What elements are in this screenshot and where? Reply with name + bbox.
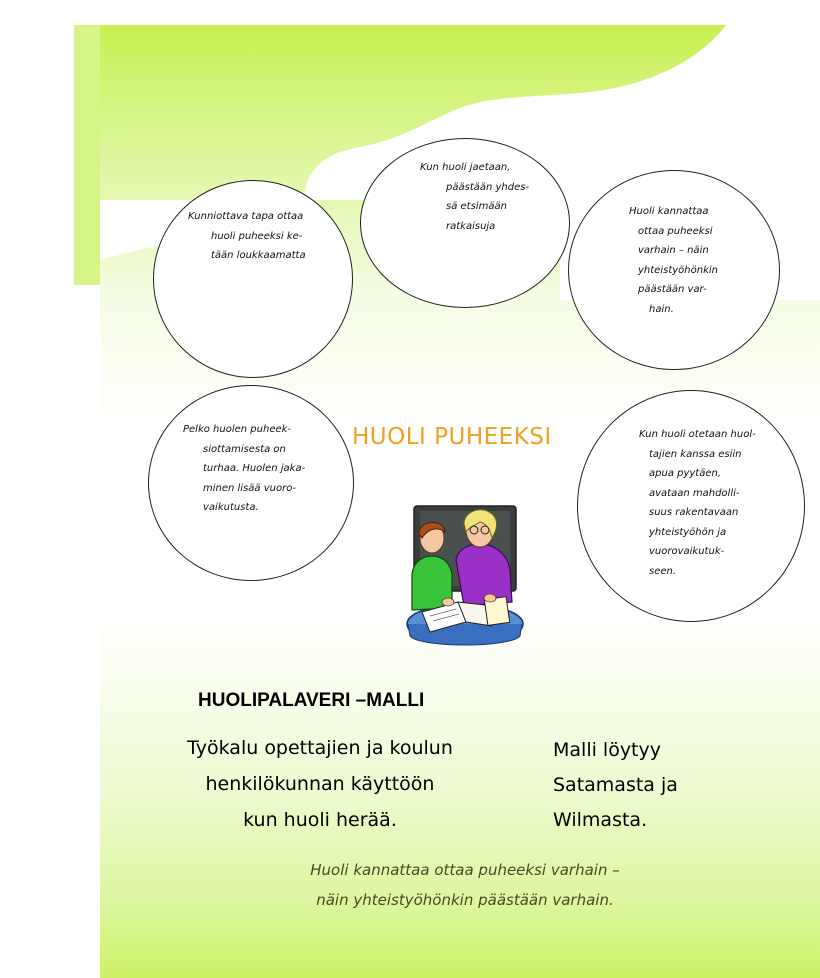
bubble-text-line: varhain – näin — [638, 245, 709, 256]
bubble-shared-worry-text — [420, 158, 529, 236]
where-line: Wilmasta. — [553, 809, 648, 831]
bubble-text-line: siottamisesta on — [203, 443, 286, 455]
bubble-text-line: vuorovaikutuk- — [649, 546, 725, 557]
center-title: HUOLI PUHEEKSI — [352, 424, 552, 450]
bubble-text-line: päästään var- — [638, 284, 707, 295]
bubble-text-line: tään loukkaamatta — [211, 250, 306, 261]
bubble-text-line: päästään yhdes- — [446, 181, 530, 193]
bubble-text-line: Kunniottava tapa ottaa — [188, 211, 304, 222]
description-line: Työkalu opettajien ja koulun — [187, 737, 453, 759]
bubble-text-line: minen lisää vuoro- — [203, 482, 296, 494]
bubble-text-line: suus rakentavaan — [649, 507, 739, 518]
tool-description — [170, 730, 470, 838]
bubble-text-line: tajien kanssa esiin — [649, 448, 742, 460]
bubble-text-line: yhteistyöhön ja — [649, 526, 727, 538]
bubble-text-line: seen. — [649, 565, 677, 577]
bubble-text-line: huoli puheeksi ke- — [211, 230, 303, 242]
bubble-text-line: yhteistyöhönkin — [638, 264, 718, 276]
where-line: Satamasta ja — [553, 774, 678, 796]
description-line: henkilökunnan käyttöön — [205, 773, 435, 795]
bubble-text-line: Huoli kannattaa — [629, 206, 709, 217]
where-to-find — [553, 733, 678, 838]
bubble-respectful-text — [188, 207, 306, 266]
bubble-early-text — [629, 202, 718, 319]
bubble-fear-text — [183, 420, 305, 518]
where-line: Malli löytyy — [553, 739, 661, 761]
bubble-text-line: Pelko huolen puheek- — [183, 424, 292, 435]
bubble-text-line: Kun huoli otetaan huol- — [639, 429, 756, 440]
slogan-line: näin yhteistyöhönkin päästään varhain. — [316, 891, 614, 909]
bubble-text-line: avataan mahdolli- — [649, 487, 740, 499]
model-title: HUOLIPALAVERI –MALLI — [198, 690, 425, 711]
slogan — [265, 855, 665, 915]
bubble-text-line: vaikutusta. — [203, 502, 259, 513]
bubble-text-line: ottaa puheeksi — [638, 225, 713, 237]
description-line: kun huoli herää. — [243, 809, 397, 831]
bubble-text-line: hain. — [649, 303, 674, 315]
teacher-student-clipart — [400, 498, 530, 648]
bubble-text-line: sä etsimään — [446, 201, 507, 212]
bubble-text-line: apua pyytäen, — [649, 468, 722, 479]
bubble-text-line: Kun huoli jaetaan, — [420, 162, 511, 173]
bubble-text-line: turhaa. Huolen jaka- — [203, 463, 306, 474]
slogan-line: Huoli kannattaa ottaa puheeksi varhain – — [310, 861, 620, 879]
bubble-cooperation-text — [639, 425, 756, 581]
bubble-text-line: ratkaisuja — [446, 220, 496, 232]
